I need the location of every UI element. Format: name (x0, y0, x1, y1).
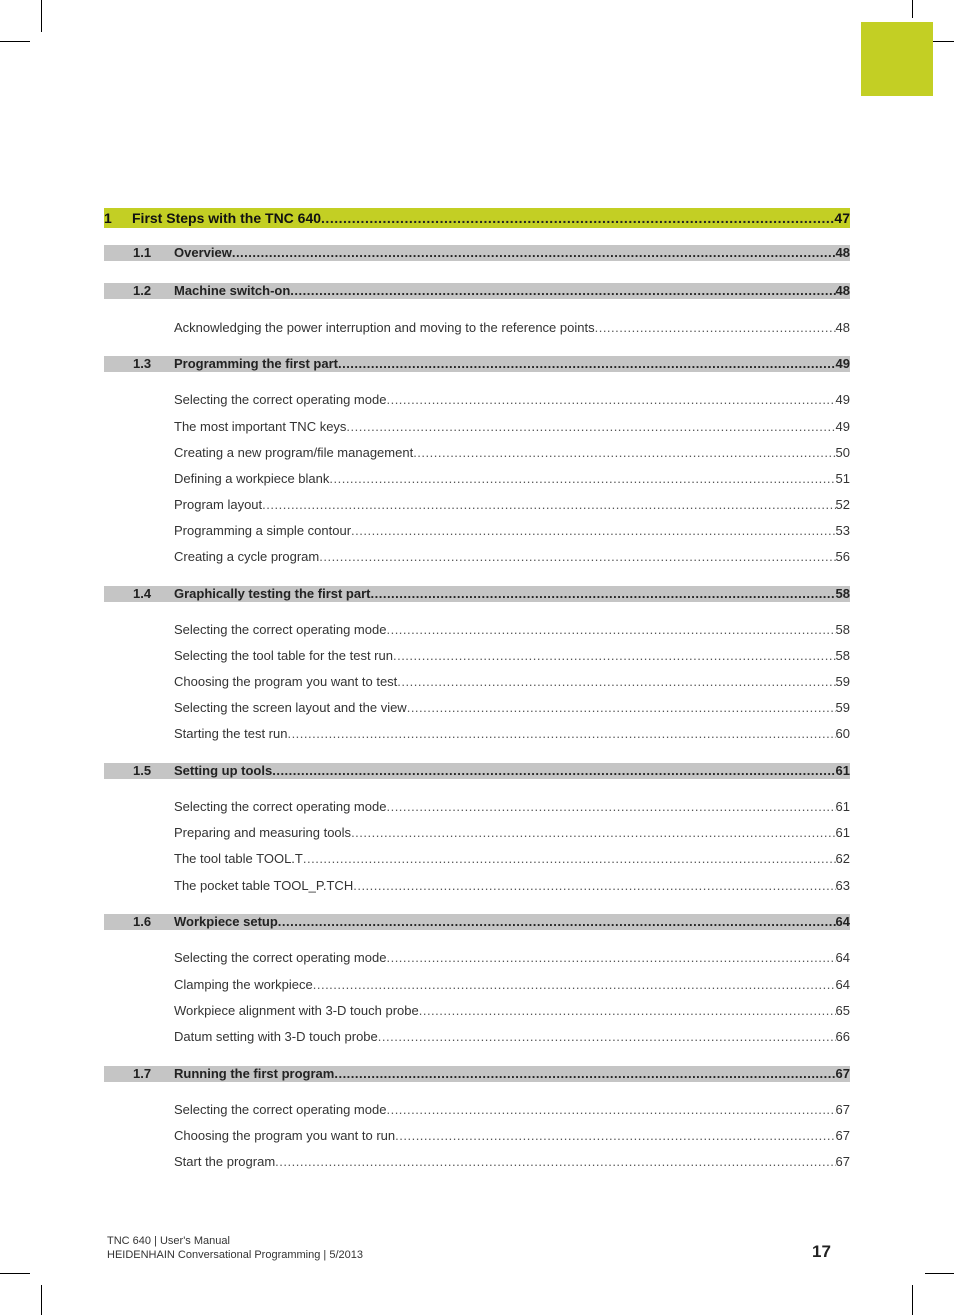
footer-manual-title: TNC 640 | User's Manual (107, 1235, 230, 1247)
chapter-page: 47 (834, 210, 850, 226)
chapter-tab-marker (861, 22, 933, 96)
toc-section-1-3[interactable] (104, 356, 850, 372)
section-page: 58 (835, 586, 850, 601)
dot-leader (371, 586, 836, 602)
section-page: 61 (835, 763, 850, 778)
section-page: 64 (835, 914, 850, 929)
dot-leader (275, 1154, 835, 1170)
entry-title: Creating a new program/file management (174, 445, 414, 460)
crop-mark (0, 41, 30, 42)
entry-title: Selecting the correct operating mode (174, 1102, 387, 1117)
entry-page: 52 (835, 497, 850, 512)
entry-page: 67 (835, 1128, 850, 1143)
toc-entry[interactable] (104, 445, 850, 461)
section-number: 1.4 (133, 586, 152, 601)
entry-title: Start the program (174, 1154, 276, 1169)
entry-page: 48 (835, 320, 850, 335)
entry-page: 62 (835, 851, 850, 866)
crop-mark (925, 1273, 954, 1274)
toc-entry[interactable] (104, 825, 850, 841)
dot-leader (395, 1128, 835, 1144)
dot-leader (232, 245, 836, 261)
toc-entry[interactable] (104, 497, 850, 513)
toc-section-1-1[interactable] (104, 245, 850, 261)
dot-leader (321, 208, 834, 228)
section-page: 48 (835, 283, 850, 298)
dot-leader (338, 356, 836, 372)
entry-title: The most important TNC keys (174, 419, 347, 434)
dot-leader (319, 549, 835, 565)
entry-title: Selecting the correct operating mode (174, 392, 387, 407)
section-number: 1.6 (133, 914, 152, 929)
crop-mark (933, 41, 954, 42)
entry-page: 67 (835, 1102, 850, 1117)
dot-leader (393, 648, 836, 664)
dot-leader (278, 914, 836, 930)
toc-entry[interactable] (104, 726, 850, 742)
chapter-number: 1 (104, 210, 112, 226)
entry-page: 51 (835, 471, 850, 486)
dot-leader (413, 445, 835, 461)
section-number: 1.2 (133, 283, 152, 298)
dot-leader (329, 471, 835, 487)
entry-title: The tool table TOOL.T (174, 851, 303, 866)
dot-leader (346, 419, 835, 435)
entry-page: 66 (835, 1029, 850, 1044)
section-title: Programming the first part (174, 356, 338, 371)
toc-entry[interactable] (104, 622, 850, 638)
crop-mark (912, 1285, 913, 1315)
dot-leader (386, 1102, 835, 1118)
entry-page: 58 (835, 648, 850, 663)
entry-title: Choosing the program you want to run (174, 1128, 396, 1143)
section-title: Workpiece setup (174, 914, 278, 929)
entry-page: 56 (835, 549, 850, 564)
entry-page: 53 (835, 523, 850, 538)
toc-chapter-1[interactable] (104, 208, 850, 228)
dot-leader (287, 726, 835, 742)
crop-mark (912, 0, 913, 18)
toc-section-1-4[interactable] (104, 586, 850, 602)
crop-mark (41, 0, 42, 32)
toc-entry[interactable] (104, 1154, 850, 1170)
toc-entry[interactable] (104, 700, 850, 716)
toc-entry[interactable] (104, 851, 850, 867)
toc-entry[interactable] (104, 471, 850, 487)
dot-leader (262, 497, 835, 513)
toc-entry[interactable] (104, 648, 850, 664)
entry-page: 61 (835, 799, 850, 814)
dot-leader (303, 851, 836, 867)
entry-title: Starting the test run (174, 726, 288, 741)
entry-title: Selecting the correct operating mode (174, 799, 387, 814)
toc-entry[interactable] (104, 320, 850, 336)
entry-page: 49 (835, 392, 850, 407)
dot-leader (353, 878, 835, 894)
toc-section-1-6[interactable] (104, 914, 850, 930)
entry-page: 67 (835, 1154, 850, 1169)
toc-entry[interactable] (104, 977, 850, 993)
entry-title: The pocket table TOOL_P.TCH (174, 878, 354, 893)
entry-title: Selecting the tool table for the test run (174, 648, 393, 663)
toc-entry[interactable] (104, 950, 850, 966)
entry-page: 58 (835, 622, 850, 637)
footer-manual-subtitle: HEIDENHAIN Conversational Programming | 5/2013 (107, 1249, 363, 1261)
section-title: Setting up tools (174, 763, 273, 778)
dot-leader (407, 700, 836, 716)
dot-leader (351, 825, 835, 841)
dot-leader (419, 1003, 836, 1019)
toc-entry[interactable] (104, 523, 850, 539)
dot-leader (313, 977, 836, 993)
toc-entry[interactable] (104, 549, 850, 565)
crop-mark (41, 1285, 42, 1315)
entry-title: Selecting the screen layout and the view (174, 700, 407, 715)
dot-leader (351, 523, 836, 539)
entry-page: 64 (835, 977, 850, 992)
page-number: 17 (812, 1242, 831, 1261)
toc-entry[interactable] (104, 878, 850, 894)
entry-title: Selecting the correct operating mode (174, 622, 387, 637)
toc-entry[interactable] (104, 1102, 850, 1118)
entry-page: 63 (835, 878, 850, 893)
entry-page: 59 (835, 674, 850, 689)
section-page: 67 (835, 1066, 850, 1081)
section-number: 1.5 (133, 763, 152, 778)
entry-title: Creating a cycle program (174, 549, 320, 564)
dot-leader (386, 799, 835, 815)
entry-page: 49 (835, 419, 850, 434)
toc-entry[interactable] (104, 1003, 850, 1019)
crop-mark (0, 1273, 30, 1274)
dot-leader (334, 1066, 835, 1082)
section-title: Running the first program (174, 1066, 335, 1081)
entry-page: 59 (835, 700, 850, 715)
section-number: 1.1 (133, 245, 152, 260)
section-page: 48 (835, 245, 850, 260)
entry-title: Datum setting with 3-D touch probe (174, 1029, 378, 1044)
dot-leader (386, 392, 835, 408)
entry-title: Programming a simple contour (174, 523, 352, 538)
section-title: Machine switch-on (174, 283, 291, 298)
entry-title: Selecting the correct operating mode (174, 950, 387, 965)
toc-section-1-2[interactable] (104, 283, 850, 299)
toc-entry[interactable] (104, 799, 850, 815)
entry-page: 50 (835, 445, 850, 460)
dot-leader (378, 1029, 836, 1045)
entry-title: Preparing and measuring tools (174, 825, 352, 840)
entry-title: Defining a workpiece blank (174, 471, 330, 486)
entry-page: 61 (835, 825, 850, 840)
section-title: Graphically testing the first part (174, 586, 371, 601)
dot-leader (386, 622, 835, 638)
toc-entry[interactable] (104, 392, 850, 408)
toc-section-1-7[interactable] (104, 1066, 850, 1082)
dot-leader (595, 320, 836, 336)
toc-entry[interactable] (104, 1128, 850, 1144)
entry-page: 65 (835, 1003, 850, 1018)
toc-entry[interactable] (104, 674, 850, 690)
section-page: 49 (835, 356, 850, 371)
toc-section-1-5[interactable] (104, 763, 850, 779)
entry-page: 64 (835, 950, 850, 965)
entry-title: Choosing the program you want to test (174, 674, 398, 689)
section-number: 1.7 (133, 1066, 152, 1081)
toc-entry[interactable] (104, 419, 850, 435)
dot-leader (290, 283, 835, 299)
entry-title: Acknowledging the power interruption and moving to the reference points (174, 320, 595, 335)
dot-leader (397, 674, 835, 690)
dot-leader (272, 763, 835, 779)
entry-title: Program layout (174, 497, 263, 512)
section-number: 1.3 (133, 356, 152, 371)
chapter-title: First Steps with the TNC 640 (132, 210, 322, 226)
entry-title: Clamping the workpiece (174, 977, 313, 992)
entry-title: Workpiece alignment with 3-D touch probe (174, 1003, 419, 1018)
toc-entry[interactable] (104, 1029, 850, 1045)
dot-leader (386, 950, 835, 966)
section-title: Overview (174, 245, 232, 260)
entry-page: 60 (835, 726, 850, 741)
